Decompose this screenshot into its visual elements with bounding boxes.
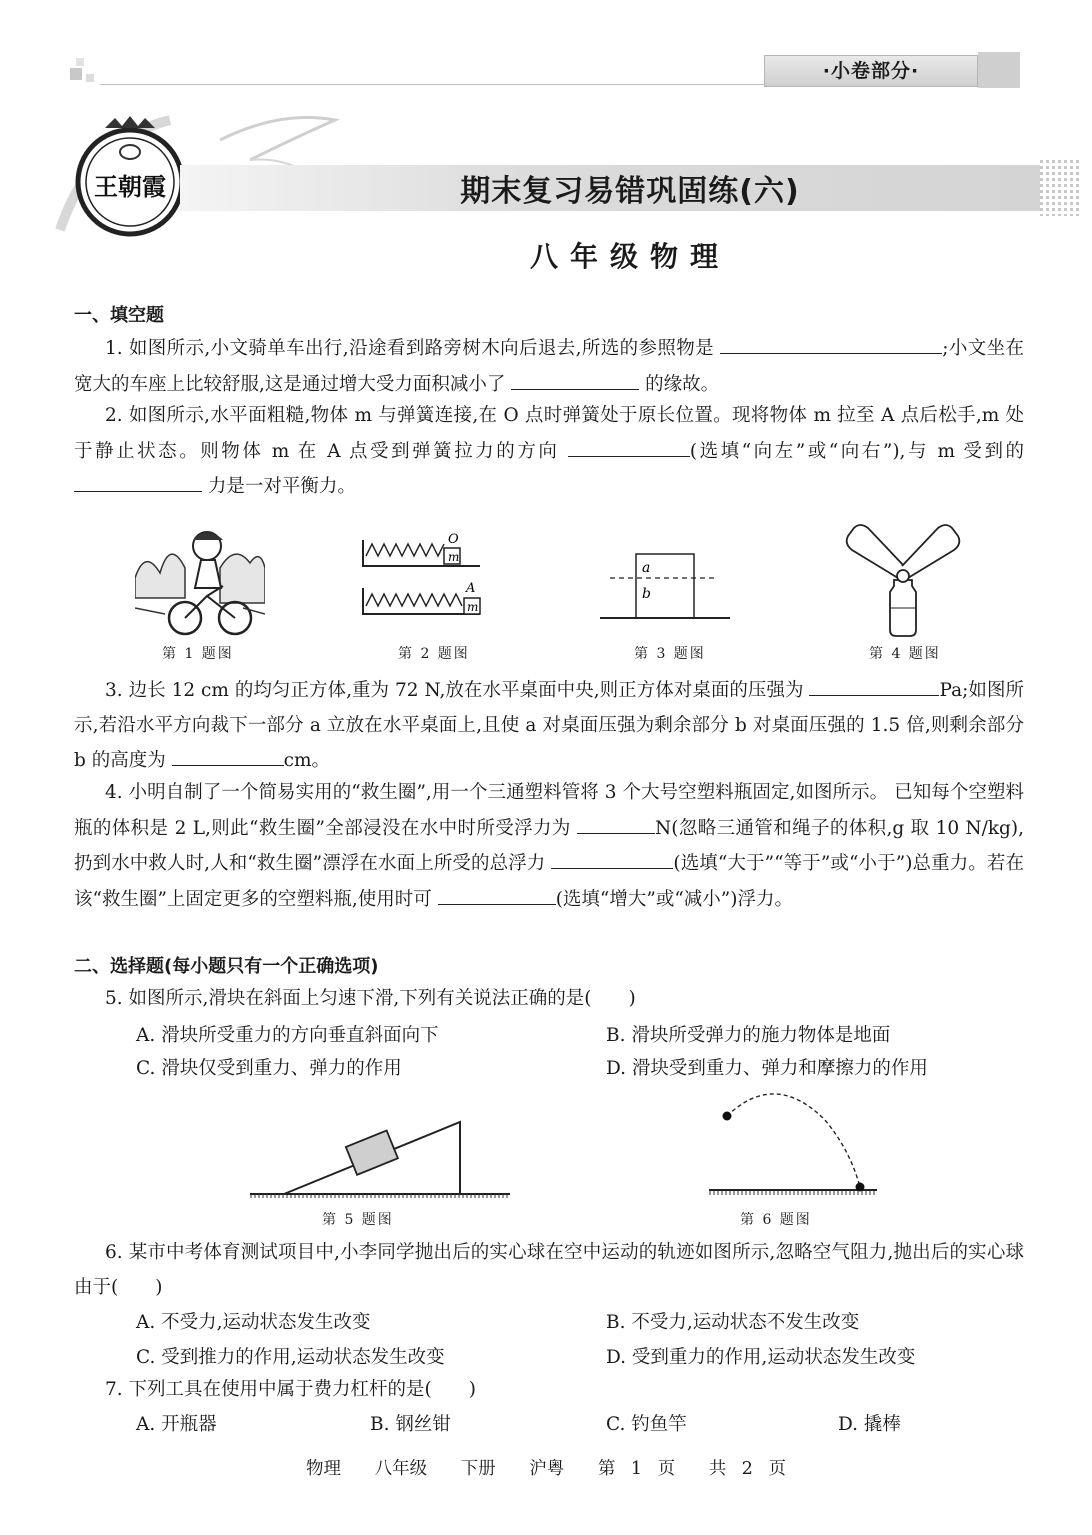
footer-subject: 物理 — [306, 1459, 342, 1479]
q2-blank-1[interactable] — [568, 434, 690, 457]
q3-blank-1-cont[interactable] — [887, 673, 939, 696]
page-footer — [0, 1455, 1092, 1480]
q3-blank-2[interactable] — [172, 743, 284, 766]
question-5: 5. 如图所示,滑块在斜面上匀速下滑,下列有关说法正确的是( ) — [105, 988, 636, 1009]
q4-text-c: (选填“大于”“等于”或“小于”)总重力。若在该“救生圈”上固定更多的空塑料瓶,使用时可 — [74, 853, 1024, 910]
q7-option-d[interactable]: D. 撬棒 — [838, 1414, 901, 1435]
fig2-label-A: A — [466, 581, 476, 596]
figure-6-trajectory — [705, 1090, 885, 1198]
section-tag-end — [978, 52, 1020, 88]
q4-text-a: 4. 小明自制了一个简易实用的“救生圈”,用一个三通塑料管将 3 个大号空塑料瓶固定,如图所示。 已知每个空塑料瓶的体积是 2 L,则此“救生圈”全部浸没在水中时所受浮力为 — [74, 782, 1024, 839]
fig3-label-a: a — [642, 560, 651, 576]
q2-text-a: 2. 如图所示,水平面粗糙,物体 m 与弹簧连接,在 O 点时弹簧处于原长位置。现将物体 m 拉至 A 点后松手,m 处于静止状态。则物体 m 在 A 点受到弹簧拉力的方向 — [74, 405, 1024, 462]
figure-5-incline — [250, 1118, 510, 1198]
q7-option-c[interactable]: C. 钓鱼竿 — [606, 1414, 687, 1435]
question-2 — [74, 399, 1024, 505]
question-7: 7. 下列工具在使用中属于费力杠杆的是( ) — [105, 1379, 476, 1400]
page-subtitle: 八年级物理 — [529, 240, 730, 273]
q1-text-c: 的缘故。 — [645, 373, 720, 395]
question-6: 6. 某市中考体育测试项目中,小李同学抛出后的实心球在空中运动的轨迹如图所示,忽略空气阻力,抛出后的实心球由于( ) — [74, 1242, 1024, 1298]
q2-blank-2[interactable] — [74, 469, 202, 492]
question-3 — [74, 673, 1024, 779]
fig3-label-b: b — [642, 586, 651, 602]
q4-text-b: N(忽略三通管和绳子的体积,g 取 10 N/kg),扔到水中救人时,人和“救生圈”漂浮在水面上所受的总浮力 — [74, 817, 1024, 874]
figure-2-caption: 第 2 题图 — [398, 646, 470, 662]
q4-blank-1[interactable] — [577, 811, 655, 834]
q2-text-b: (选填“向左”或“向右”),与 m 受到的 — [689, 440, 1024, 462]
q3-text-c: cm。 — [283, 750, 331, 771]
part1-heading: 一、填空题 — [74, 305, 164, 326]
figure-2-springs — [360, 528, 485, 620]
q6-option-d[interactable]: D. 受到重力的作用,运动状态发生改变 — [606, 1347, 916, 1368]
q6-option-a[interactable]: A. 不受力,运动状态发生改变 — [136, 1312, 371, 1333]
footer-edition: 沪粤 — [529, 1459, 565, 1479]
q3-text-b: Pa;如图所示,若沿水平方向裁下一部分 a 立放在水平桌面上,且使 a 对桌面压强为剩余部分 b 对桌面压强的 1.5 倍,则剩余部分 b 的高度为 — [74, 680, 1024, 771]
part2-heading: 二、选择题(每小题只有一个正确选项) — [74, 956, 379, 977]
figure-3-caption: 第 3 题图 — [634, 646, 706, 662]
title-band-dots — [1040, 160, 1080, 216]
section-tag: ·小卷部分· — [764, 55, 978, 87]
q5-option-b[interactable]: B. 滑块所受弹力的施力物体是地面 — [606, 1025, 891, 1046]
fig2-label-O: O — [448, 532, 459, 547]
q2-text-c: 力是一对平衡力。 — [207, 476, 356, 497]
q1-blank-1[interactable] — [720, 331, 872, 354]
question-1 — [74, 331, 1024, 402]
header-decor-square — [76, 58, 84, 66]
footer-page: 第 1 页 — [597, 1459, 676, 1479]
q6-option-b[interactable]: B. 不受力,运动状态不发生改变 — [606, 1312, 860, 1333]
q1-blank-2[interactable] — [511, 367, 639, 390]
figure-3-cube — [600, 548, 730, 622]
q1-text-a: 1. 如图所示,小文骑单车出行,沿途看到路旁树木向后退去,所选的参照物是 — [105, 338, 714, 359]
q1-blank-1-cont[interactable] — [872, 331, 942, 354]
fig2-label-m-top: m — [448, 550, 460, 564]
q4-blank-2[interactable] — [551, 846, 673, 869]
q4-blank-3[interactable] — [438, 882, 556, 905]
q6-option-c[interactable]: C. 受到推力的作用,运动状态发生改变 — [136, 1347, 445, 1368]
q5-option-c[interactable]: C. 滑块仅受到重力、弹力的作用 — [136, 1058, 402, 1079]
page-title: 期末复习易错巩固练(六) — [460, 174, 800, 209]
q7-option-b[interactable]: B. 钢丝钳 — [370, 1414, 451, 1435]
q4-text-d: (选填“增大”或“减小”)浮力。 — [555, 888, 793, 910]
footer-total: 共 2 页 — [708, 1459, 786, 1479]
figure-4-caption: 第 4 题图 — [869, 646, 941, 662]
figure-1-cyclist — [135, 518, 265, 640]
q3-blank-1[interactable] — [809, 673, 887, 696]
q5-option-a[interactable]: A. 滑块所受重力的方向垂直斜面向下 — [136, 1025, 439, 1046]
footer-grade: 八年级 — [374, 1459, 428, 1479]
figure-6-caption: 第 6 题图 — [740, 1212, 812, 1228]
q3-text-a: 3. 边长 12 cm 的均匀正方体,重为 72 N,放在水平桌面中央,则正方体对桌面的压强为 — [105, 680, 804, 701]
footer-volume: 下册 — [460, 1459, 496, 1479]
q7-option-a[interactable]: A. 开瓶器 — [136, 1414, 217, 1435]
q5-option-d[interactable]: D. 滑块受到重力、弹力和摩擦力的作用 — [606, 1058, 928, 1079]
header-decor-square — [86, 74, 94, 82]
fig2-label-m-bottom: m — [467, 600, 479, 614]
question-4 — [74, 776, 1024, 917]
figure-5-caption: 第 5 题图 — [322, 1212, 394, 1228]
figure-1-caption: 第 1 题图 — [162, 646, 234, 662]
q1-text-b: ;小文坐在宽大的车座上比较舒服,这是通过增大受力面积减小了 — [74, 338, 1024, 395]
figure-4-bottles — [838, 520, 968, 638]
logo-text: 王朝霞 — [94, 172, 166, 201]
header-decor-square — [70, 68, 82, 80]
